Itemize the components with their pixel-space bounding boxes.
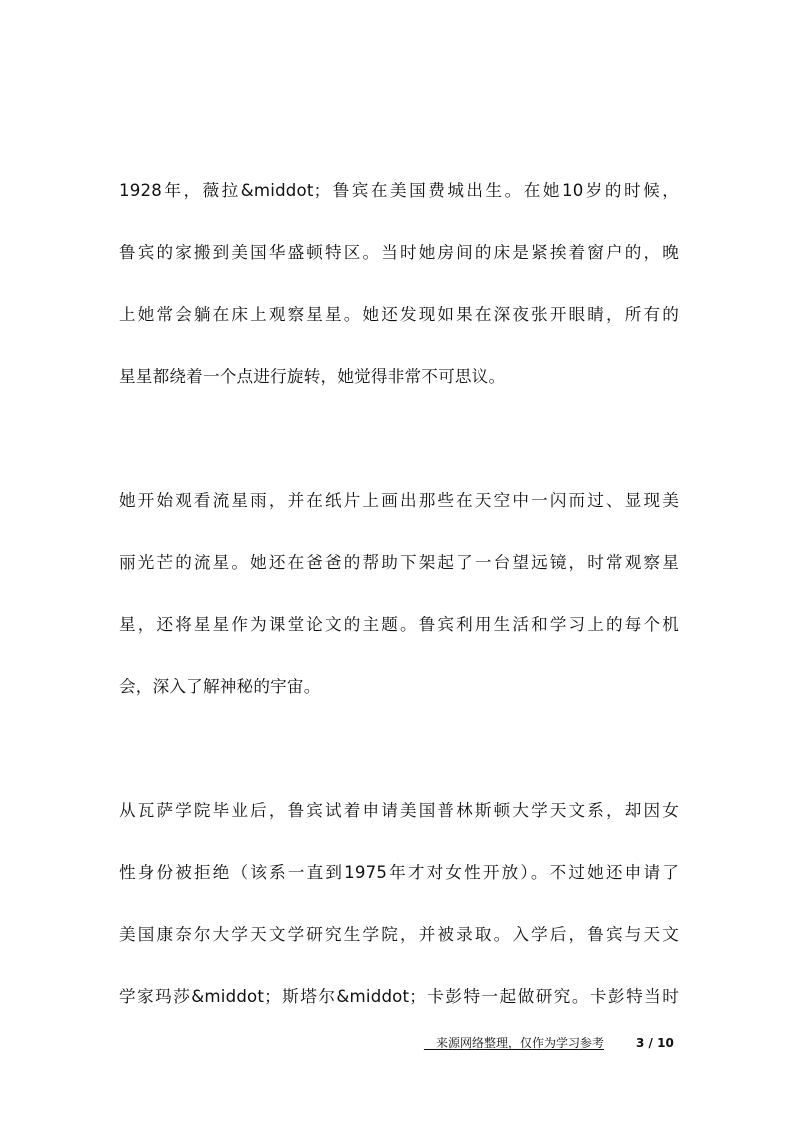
page-footer bbox=[424, 1033, 674, 1053]
paragraph-3-line-3: 美国康奈尔大学天文学研究生学院，并被录取。入学后，鲁宾与天文 bbox=[119, 925, 679, 944]
paragraph-1-line-3: 上她常会躺在床上观察星星。她还发现如果在深夜张开眼睛，所有的 bbox=[119, 305, 679, 324]
paragraph-3-line-2: 性身份被拒绝（该系一直到1975年才对女性开放）。不过她还申请了 bbox=[119, 863, 679, 882]
paragraph-3-line-1: 从瓦萨学院毕业后，鲁宾试着申请美国普林斯顿大学天文系，却因女 bbox=[119, 801, 679, 820]
paragraph-2-line-2: 丽光芒的流星。她还在爸爸的帮助下架起了一台望远镜，时常观察星 bbox=[119, 553, 679, 572]
paragraph-2-line-3: 星，还将星星作为课堂论文的主题。鲁宾利用生活和学习上的每个机 bbox=[119, 615, 679, 634]
paragraph-3-line-4: 学家玛莎&middot；斯塔尔&middot；卡彭特一起做研究。卡彭特当时 bbox=[119, 987, 679, 1006]
page-number: 3 / 10 bbox=[636, 1036, 674, 1050]
footer-source-note: __来源网络整理，仅作为学习参考 bbox=[424, 1036, 605, 1050]
paragraph-1-line-4: 星星都绕着一个点进行旋转，她觉得非常不可思议。 bbox=[119, 367, 506, 386]
paragraph-1-line-2: 鲁宾的家搬到美国华盛顿特区。当时她房间的床是紧挨着窗户的，晚 bbox=[119, 243, 679, 262]
paragraph-1-line-1: 1928年，薇拉&middot；鲁宾在美国费城出生。在她10岁的时候， bbox=[119, 181, 679, 200]
paragraph-2-line-4: 会，深入了解神秘的宇宙。 bbox=[119, 677, 321, 696]
paragraph-2-line-1: 她开始观看流星雨，并在纸片上画出那些在天空中一闪而过、显现美 bbox=[119, 491, 679, 510]
